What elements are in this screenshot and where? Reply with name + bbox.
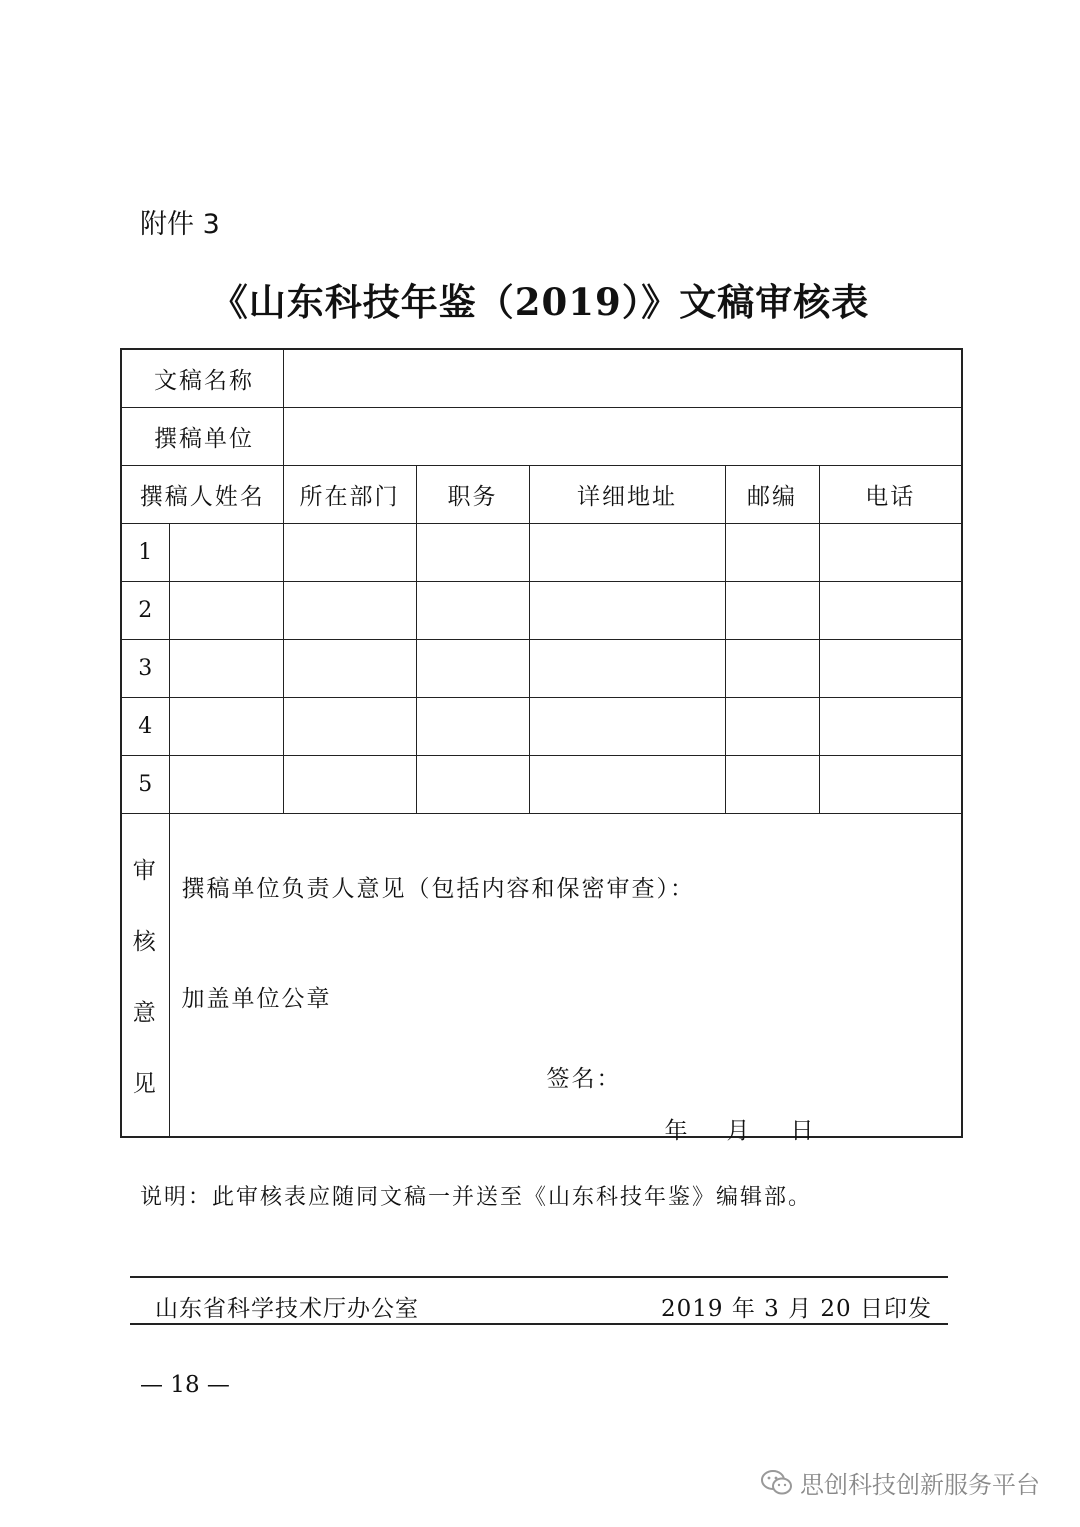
wechat-icon — [760, 1469, 794, 1497]
table-row — [121, 756, 962, 814]
manuscript-name-field[interactable] — [283, 349, 962, 408]
phone-cell[interactable] — [819, 756, 962, 814]
name-cell[interactable] — [169, 698, 283, 756]
row-number: 4 — [121, 698, 169, 756]
page-title: 《山东科技年鉴（2019）》文稿审核表 — [210, 280, 870, 324]
name-cell[interactable] — [169, 756, 283, 814]
column-header: 邮编 — [725, 466, 819, 524]
department-cell[interactable] — [283, 698, 416, 756]
postcode-cell[interactable] — [725, 698, 819, 756]
review-row — [121, 814, 962, 1138]
postcode-cell[interactable] — [725, 582, 819, 640]
address-cell[interactable] — [529, 756, 725, 814]
department-cell[interactable] — [283, 640, 416, 698]
postcode-cell[interactable] — [725, 640, 819, 698]
note-text: 说明：此审核表应随同文稿一并送至《山东科技年鉴》编辑部。 — [140, 1185, 813, 1210]
column-header: 撰稿人姓名 — [121, 466, 283, 524]
name-cell[interactable] — [169, 524, 283, 582]
department-cell[interactable] — [283, 582, 416, 640]
table-row — [121, 640, 962, 698]
name-cell[interactable] — [169, 582, 283, 640]
date-year: 年 — [664, 1118, 690, 1144]
review-opinion-label — [121, 814, 169, 1138]
address-cell[interactable] — [529, 698, 725, 756]
address-cell[interactable] — [529, 640, 725, 698]
manuscript-unit-label: 撰稿单位 — [121, 408, 283, 466]
page-number: — 18 — — [140, 1372, 230, 1398]
position-cell[interactable] — [416, 640, 529, 698]
row-number: 1 — [121, 524, 169, 582]
column-header: 所在部门 — [283, 466, 416, 524]
issuer-text: 山东省科学技术厅办公室 — [155, 1296, 419, 1322]
column-header: 职务 — [416, 466, 529, 524]
position-cell[interactable] — [416, 524, 529, 582]
manuscript-unit-field[interactable] — [283, 408, 962, 466]
attachment-label: 附件 3 — [140, 209, 220, 240]
row-number: 2 — [121, 582, 169, 640]
date-day: 日 — [790, 1118, 816, 1144]
position-cell[interactable] — [416, 698, 529, 756]
footer-bottom-rule — [130, 1323, 948, 1325]
position-cell[interactable] — [416, 756, 529, 814]
address-cell[interactable] — [529, 582, 725, 640]
column-header: 电话 — [819, 466, 962, 524]
name-cell[interactable] — [169, 640, 283, 698]
review-label-char: 见 — [132, 1071, 158, 1097]
watermark-text: 思创科技创新服务平台 — [800, 1471, 1040, 1499]
department-cell[interactable] — [283, 524, 416, 582]
review-label-char: 核 — [132, 929, 158, 955]
phone-cell[interactable] — [819, 582, 962, 640]
column-header-row — [121, 466, 962, 524]
position-cell[interactable] — [416, 582, 529, 640]
review-opinion-text: 撰稿单位负责人意见（包括内容和保密审查）： — [181, 876, 695, 902]
postcode-cell[interactable] — [725, 524, 819, 582]
review-label-char: 意 — [132, 1000, 158, 1026]
table-row — [121, 582, 962, 640]
department-cell[interactable] — [283, 756, 416, 814]
row-number: 3 — [121, 640, 169, 698]
review-opinion-field[interactable] — [169, 814, 962, 1144]
phone-cell[interactable] — [819, 698, 962, 756]
postcode-cell[interactable] — [725, 756, 819, 814]
issue-date-text: 2019 年 3 月 20 日印发 — [661, 1296, 932, 1322]
signature-label: 签名： — [546, 1066, 622, 1092]
seal-text: 加盖单位公章 — [181, 986, 332, 1012]
address-cell[interactable] — [529, 524, 725, 582]
footer-top-rule — [130, 1276, 948, 1278]
manuscript-unit-row — [121, 408, 962, 466]
row-number: 5 — [121, 756, 169, 814]
date-month: 月 — [726, 1118, 752, 1144]
table-row — [121, 698, 962, 756]
manuscript-name-label: 文稿名称 — [121, 349, 283, 408]
phone-cell[interactable] — [819, 524, 962, 582]
watermark — [760, 1465, 1040, 1500]
table-row — [121, 524, 962, 582]
review-form-table — [120, 348, 963, 1144]
phone-cell[interactable] — [819, 640, 962, 698]
column-header: 详细地址 — [529, 466, 725, 524]
review-label-char: 审 — [132, 858, 158, 884]
manuscript-name-row — [121, 349, 962, 408]
